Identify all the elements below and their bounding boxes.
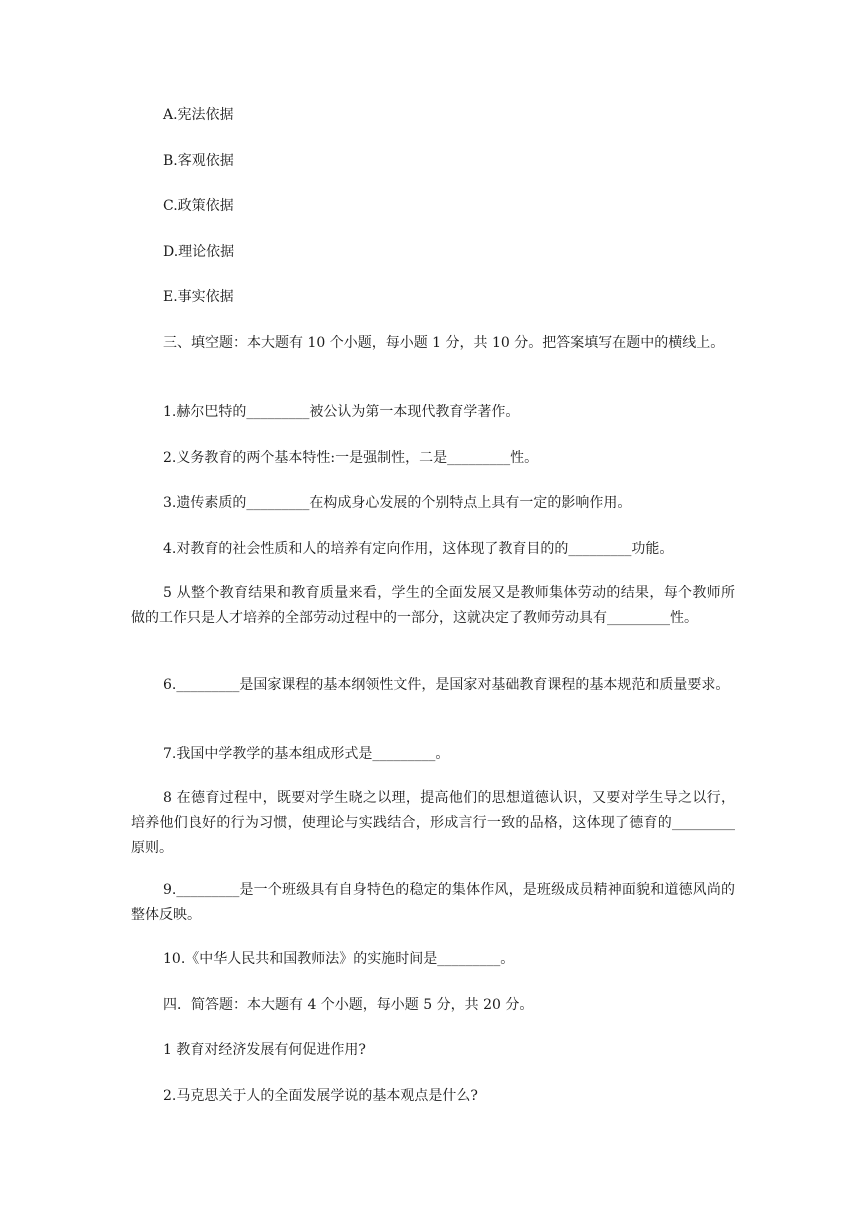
short-answer-question-1: 1 教育对经济发展有何促进作用? <box>163 1042 366 1058</box>
fill-question-6: 6._________是国家课程的基本纲领性文件，是国家对基础教育课程的基本规范和质量要求。 <box>163 677 730 693</box>
fill-question-9: 9._________是一个班级具有自身特色的稳定的集体作风，是班级成员精神面貌和道德风尚的整体反映。 <box>131 882 735 923</box>
option-d: D.理论依据 <box>163 244 235 260</box>
fill-section-heading: 三、填空题：本大题有 10 个小题，每小题 1 分，共 10 分。把答案填写在题中的横线上。 <box>163 335 725 351</box>
fill-question-3: 3.遗传素质的_________在构成身心发展的个别特点上具有一定的影响作用。 <box>163 495 632 511</box>
fill-question-7: 7.我国中学教学的基本组成形式是_________。 <box>163 746 450 762</box>
short-answer-question-2: 2.马克思关于人的全面发展学说的基本观点是什么? <box>163 1088 478 1104</box>
fill-question-4: 4.对教育的社会性质和人的培养有定向作用，这体现了教育目的的_________功能。 <box>163 541 674 557</box>
fill-question-5: 5 从整个教育结果和教育质量来看，学生的全面发展又是教师集体劳动的结果，每个教师所做的工作只是人才培养的全部劳动过程中的一部分，这就决定了教师劳动具有_________性。 <box>131 585 735 626</box>
fill-question-2: 2.义务教育的两个基本特性:一是强制性，二是_________性。 <box>163 450 539 466</box>
fill-question-1: 1.赫尔巴特的_________被公认为第一本现代教育学著作。 <box>163 404 520 420</box>
fill-question-8: 8 在德育过程中，既要对学生晓之以理，提高他们的思想道德认识，又要对学生导之以行，培养他们良好的行为习惯，使理论与实践结合，形成言行一致的品格，这体现了德育的_________原则。 <box>131 790 735 856</box>
short-answer-section-heading: 四．简答题：本大题有 4 个小题，每小题 5 分，共 20 分。 <box>163 997 534 1013</box>
fill-question-10: 10.《中华人民共和国教师法》的实施时间是_________。 <box>163 951 515 967</box>
option-a: A.宪法依据 <box>163 107 234 123</box>
option-c: C.政策依据 <box>163 198 234 214</box>
option-b: B.客观依据 <box>163 153 234 169</box>
option-e: E.事实依据 <box>163 289 234 305</box>
